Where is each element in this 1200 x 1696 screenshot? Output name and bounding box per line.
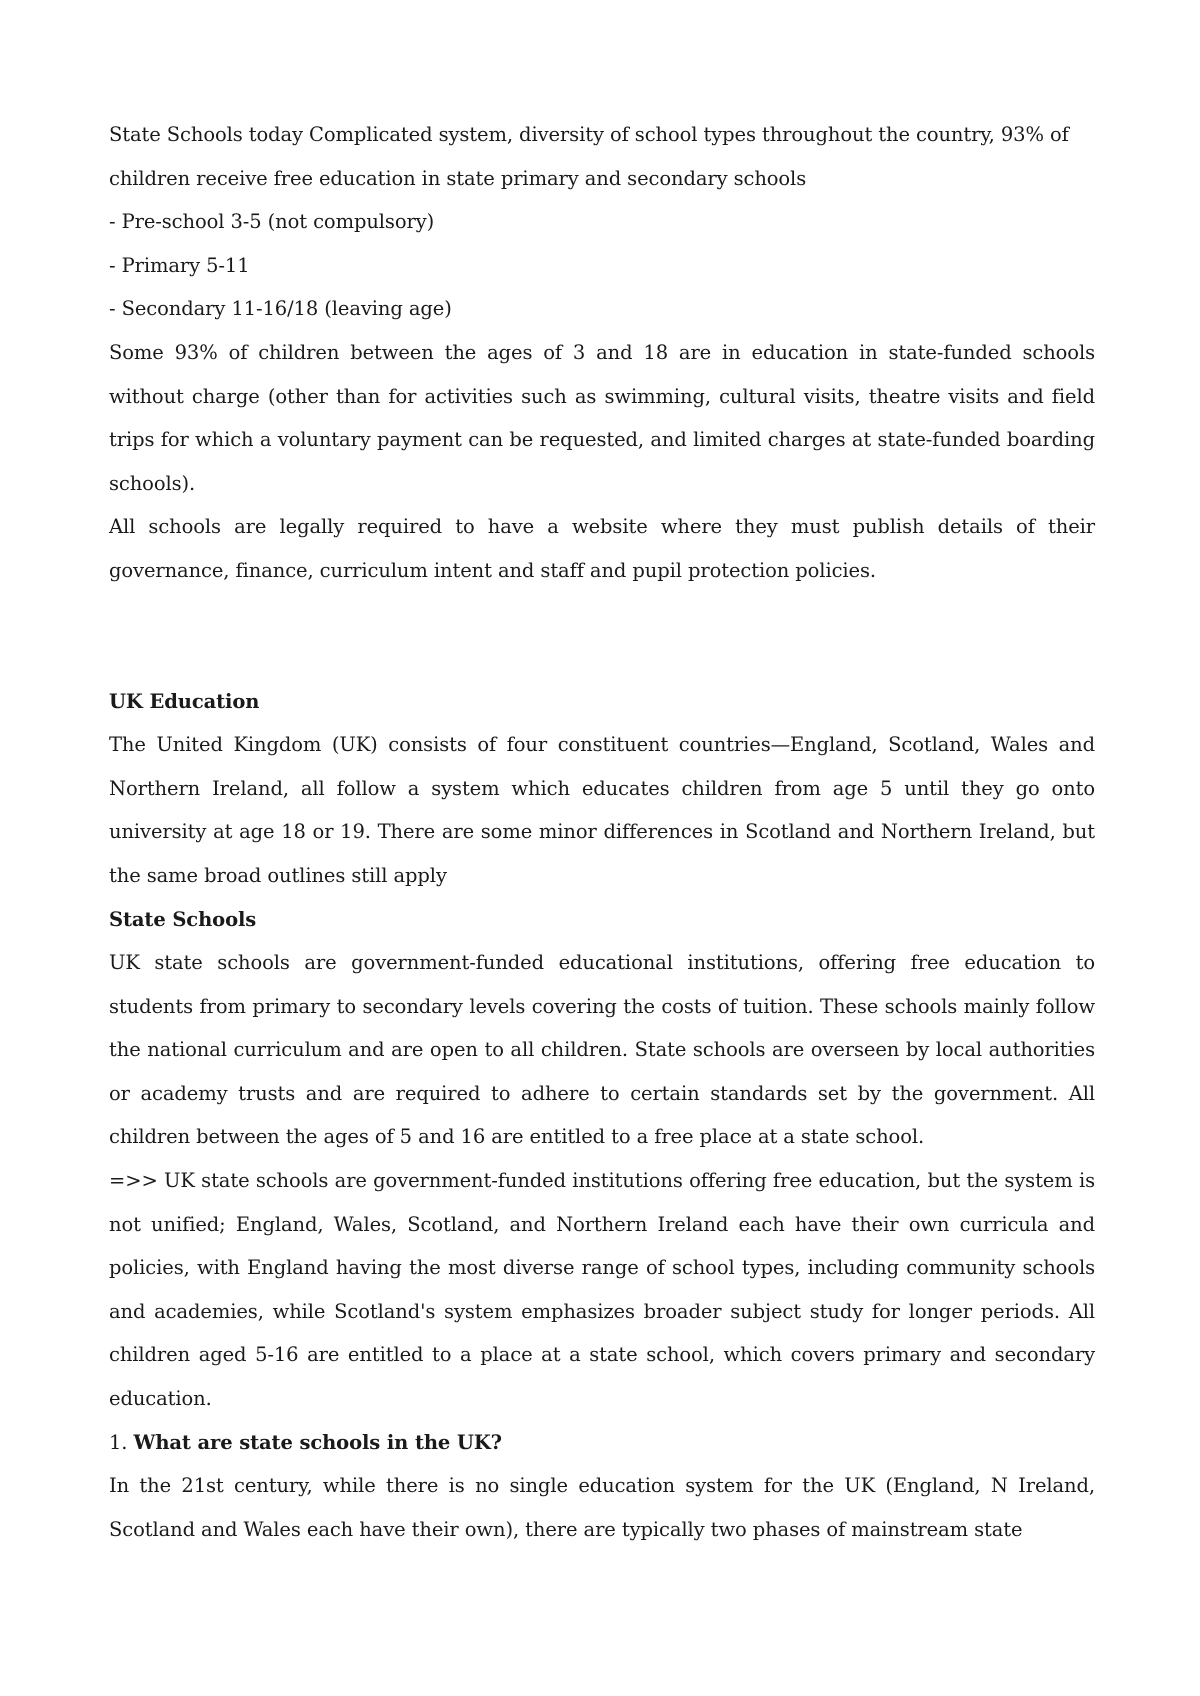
intro-paragraph-websites: All schools are legally required to have a website where they must publish details of their governance, finance, curriculum intent and staff and pupil protection policies.: [109, 515, 1095, 582]
uk-education-heading: UK Education: [109, 689, 260, 713]
question-1-heading: [109, 1421, 1095, 1465]
stage-item-secondary: - Secondary 11-16/18 (leaving age): [109, 297, 452, 321]
question-1-paragraph: In the 21st century, while there is no single education system for the UK (England, N Ireland, Scotland and Wales each have their own), there are typically two phases of mainstream state: [109, 1474, 1095, 1541]
stage-item-primary: - Primary 5-11: [109, 253, 250, 277]
question-1-number: 1.: [109, 1430, 128, 1454]
uk-education-paragraph: The United Kingdom (UK) consists of four constituent countries—England, Scotland, Wales and Northern Ireland, all follow a system which educates children from age 5 until they go onto university at age 18 or 19. There are some minor differences in Scotland and Northern Ireland, but the same broad outlines still apply: [109, 733, 1095, 887]
document-body: [109, 113, 1095, 1551]
stage-item-preschool: - Pre-school 3-5 (not compulsory): [109, 210, 435, 234]
intro-summary: State Schools today Complicated system, diversity of school types throughout the country, 93% of children receive free education in state primary and secondary schools: [109, 123, 1069, 190]
state-schools-heading: State Schools: [109, 907, 257, 931]
state-schools-paragraph: UK state schools are government-funded educational institutions, offering free education to students from primary to secondary levels covering the costs of tuition. These schools mainly follow the national curriculum and are open to all children. State schools are overseen by local authorities or academy trusts and are required to adhere to certain standards set by the government. All children between the ages of 5 and 16 are entitled to a free place at a state school.: [109, 951, 1095, 1149]
question-1-title: What are state schools in the UK?: [133, 1430, 503, 1454]
intro-paragraph-funding: Some 93% of children between the ages of 3 and 18 are in education in state-funded schools without charge (other than for activities such as swimming, cultural visits, theatre visits and field trips for which a voluntary payment can be requested, and limited charges at state-funded boarding schools).: [109, 340, 1095, 495]
state-schools-summary-paragraph: =>> UK state schools are government-funded institutions offering free education, but the system is not unified; England, Wales, Scotland, and Northern Ireland each have their own curricula and policies, with England having the most diverse range of school types, including community schools and academies, while Scotland's system emphasizes broader subject study for longer periods. All children aged 5-16 are entitled to a place at a state school, which covers primary and secondary education.: [109, 1169, 1095, 1411]
section-spacer: [109, 593, 1095, 680]
